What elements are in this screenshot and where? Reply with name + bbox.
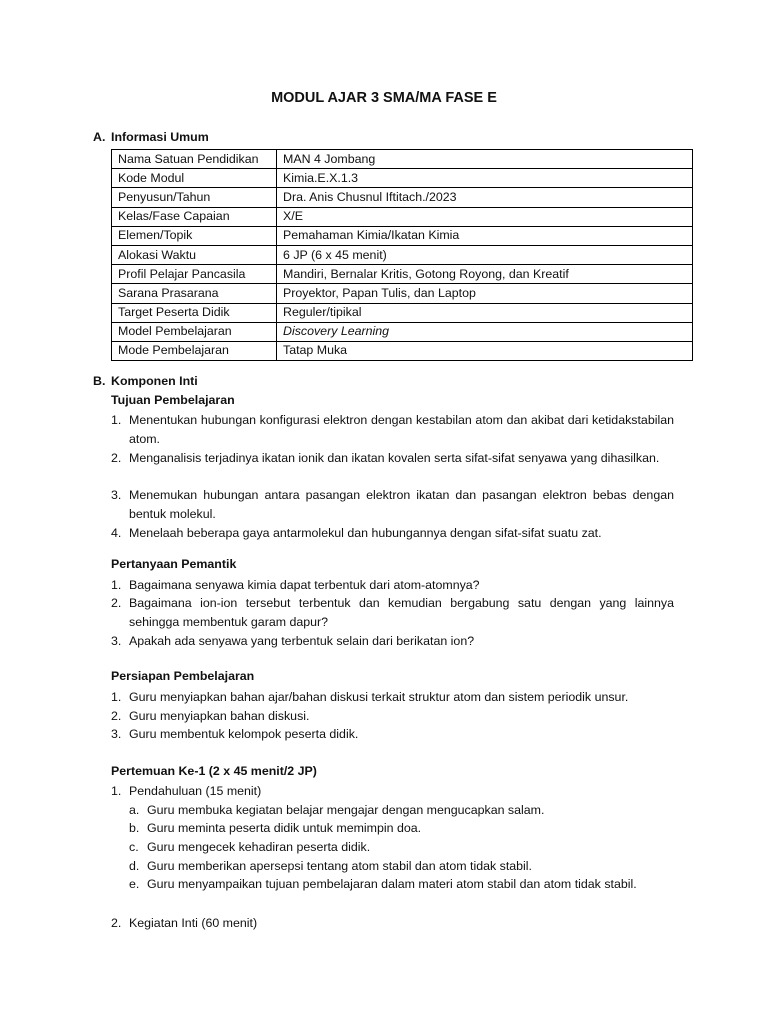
section-a-letter: A. [93, 130, 106, 144]
sub-list-item [129, 838, 689, 857]
table-key: Sarana Prasarana [112, 284, 277, 303]
table-value: MAN 4 Jombang [277, 150, 693, 169]
sub-list-item [129, 857, 689, 876]
table-value: Dra. Anis Chusnul Iftitach./2023 [277, 188, 693, 207]
section-a-heading [93, 130, 209, 144]
table-value: Reguler/tipikal [277, 303, 693, 322]
table-value: Proyektor, Papan Tulis, dan Laptop [277, 284, 693, 303]
table-key: Profil Pelajar Pancasila [112, 265, 277, 284]
section-a-title: Informasi Umum [111, 130, 209, 144]
pertanyaan-heading: Pertanyaan Pemantik [111, 557, 237, 571]
info-table [111, 149, 693, 361]
table-value: 6 JP (6 x 45 menit) [277, 245, 693, 264]
table-row [112, 245, 693, 264]
sub-list-letter: b. [129, 821, 140, 835]
sub-list-letter: e. [129, 877, 140, 891]
list-item [111, 576, 674, 595]
list-item [111, 782, 674, 801]
table-key: Elemen/Topik [112, 226, 277, 245]
table-value: Tatap Muka [277, 341, 693, 360]
list-item [111, 524, 674, 543]
table-key: Target Peserta Didik [112, 303, 277, 322]
list-item [111, 688, 674, 707]
sub-list-text: Guru membuka kegiatan belajar mengajar dengan mengucapkan salam. [147, 803, 545, 817]
list-text: Apakah ada senyawa yang terbentuk selain dari berikatan ion? [129, 634, 475, 648]
list-item [111, 486, 674, 523]
list-number: 2. [111, 916, 122, 930]
list-number: 3. [111, 727, 122, 741]
table-row [112, 265, 693, 284]
sub-list-text: Guru menyampaikan tujuan pembelajaran dalam materi atom stabil dan atom tidak stabil. [147, 877, 637, 891]
list-item [111, 914, 674, 933]
list-item [111, 707, 674, 726]
table-row [112, 150, 693, 169]
table-value: Pemahaman Kimia/Ikatan Kimia [277, 226, 693, 245]
list-text: Menemukan hubungan antara pasangan elektron ikatan dan pasangan elektron bebas dengan bentuk molekul. [129, 488, 674, 521]
table-key: Kode Modul [112, 169, 277, 188]
list-text: Guru menyiapkan bahan diskusi. [129, 709, 310, 723]
list-text: Kegiatan Inti (60 menit) [129, 916, 258, 930]
list-item [111, 449, 674, 468]
sub-list-letter: a. [129, 803, 140, 817]
list-text: Guru membentuk kelompok peserta didik. [129, 727, 359, 741]
table-key: Model Pembelajaran [112, 322, 277, 341]
list-number: 1. [111, 690, 122, 704]
table-row [112, 169, 693, 188]
sub-list-letter: d. [129, 859, 140, 873]
table-key: Mode Pembelajaran [112, 341, 277, 360]
list-number: 2. [111, 451, 122, 465]
persiapan-heading: Persiapan Pembelajaran [111, 669, 255, 683]
sub-list-item [129, 875, 689, 894]
sub-list-text: Guru memberikan apersepsi tentang atom stabil dan atom tidak stabil. [147, 859, 532, 873]
table-row [112, 207, 693, 226]
table-row [112, 341, 693, 360]
table-row [112, 226, 693, 245]
list-number: 1. [111, 413, 122, 427]
list-number: 3. [111, 488, 122, 502]
list-item [111, 411, 674, 448]
list-text: Menentukan hubungan konfigurasi elektron dengan kestabilan atom dan akibat dari ketidakstabilan atom. [129, 413, 674, 446]
list-item [111, 632, 674, 651]
table-key: Penyusun/Tahun [112, 188, 277, 207]
list-text: Pendahuluan (15 menit) [129, 784, 262, 798]
table-row [112, 303, 693, 322]
sub-list-item [129, 819, 689, 838]
table-value: Kimia.E.X.1.3 [277, 169, 693, 188]
section-b-letter: B. [93, 374, 106, 388]
section-b-title: Komponen Inti [111, 374, 198, 388]
list-number: 2. [111, 596, 122, 610]
sub-list-text: Guru mengecek kehadiran peserta didik. [147, 840, 371, 854]
table-value: Mandiri, Bernalar Kritis, Gotong Royong, dan Kreatif [277, 265, 693, 284]
list-number: 2. [111, 709, 122, 723]
list-text: Guru menyiapkan bahan ajar/bahan diskusi terkait struktur atom dan sistem periodik unsur. [129, 690, 629, 704]
pertemuan-heading: Pertemuan Ke-1 (2 x 45 menit/2 JP) [111, 764, 317, 778]
sub-list-text: Guru meminta peserta didik untuk memimpin doa. [147, 821, 422, 835]
section-b-heading [93, 374, 198, 388]
table-key: Kelas/Fase Capaian [112, 207, 277, 226]
table-row [112, 188, 693, 207]
tujuan-heading: Tujuan Pembelajaran [111, 393, 235, 407]
list-text: Menelaah beberapa gaya antarmolekul dan hubungannya dengan sifat-sifat suatu zat. [129, 526, 602, 540]
sub-list-item [129, 801, 689, 820]
table-key: Alokasi Waktu [112, 245, 277, 264]
list-item [111, 594, 674, 631]
list-text: Menganalisis terjadinya ikatan ionik dan ikatan kovalen serta sifat-sifat senyawa yang dihasilkan. [129, 451, 660, 465]
table-row [112, 322, 693, 341]
table-value: X/E [277, 207, 693, 226]
list-number: 4. [111, 526, 122, 540]
list-text: Bagaimana ion-ion tersebut terbentuk dan kemudian bergabung satu dengan yang lainnya sehingga membentuk garam dapur? [129, 596, 674, 629]
list-number: 3. [111, 634, 122, 648]
list-item [111, 725, 674, 744]
table-value: Discovery Learning [277, 322, 693, 341]
document-title: MODUL AJAR 3 SMA/MA FASE E [271, 90, 497, 106]
list-text: Bagaimana senyawa kimia dapat terbentuk dari atom-atomnya? [129, 578, 480, 592]
list-number: 1. [111, 784, 122, 798]
sub-list-letter: c. [129, 840, 139, 854]
table-row [112, 284, 693, 303]
table-key: Nama Satuan Pendidikan [112, 150, 277, 169]
list-number: 1. [111, 578, 122, 592]
